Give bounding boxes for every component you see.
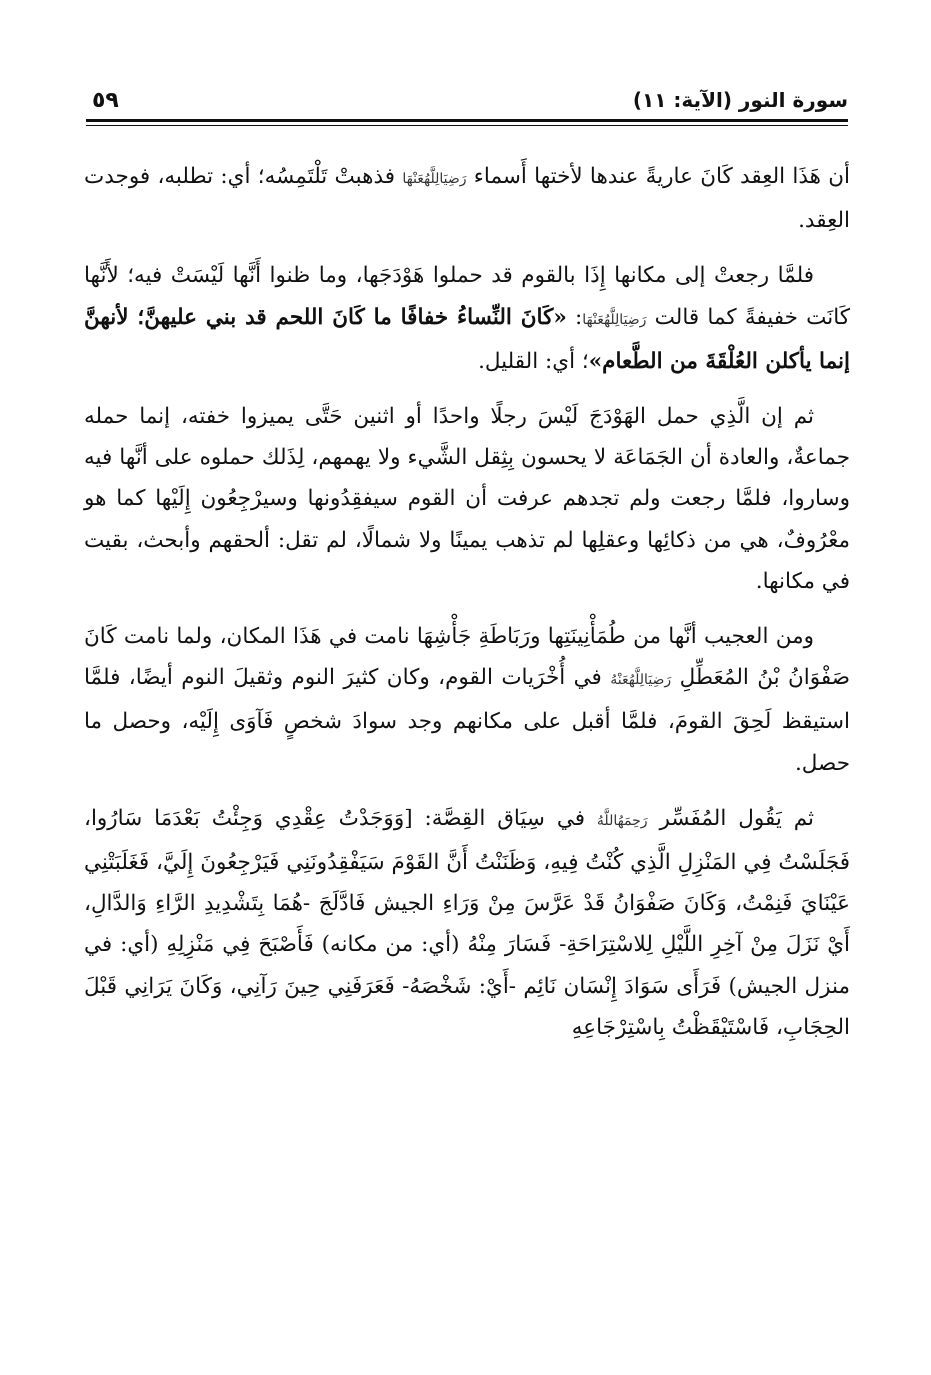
text-run: فذهبتْ تَلْتَمِسُه؛ أي: تطلبه، فوجدت العِقد. [84,164,850,234]
header-rule-thin [86,125,848,126]
text-run: ؛ أي: القليل. [478,348,589,374]
text-run: ثم إن الَّذِي حمل الهَوْدَجَ لَيْسَ رجلًا واحدًا أو اثنين حَتَّى يميزوا خفته، إنما حمله جماعةٌ، والعادة أن الجَمَاعَة لا يحسون بِثِقل الشَّيء ولا يهمهم، لِذَلك حملوه على أنَّها فيه وساروا، فلمَّا رجعت ولم تجدهم عرفت أن القوم سيفقِدُونها وسيرْجِعُون إِلَيْها كما هو معْرُوفٌ، هي من ذكائِها وعقلِها لم تذهب يمينًا ولا شمالًا، لم تقل: ألحقهم وأبحث، بقيت في مكانها. [84,404,850,594]
honorific-phrase: رَضِيَالِلَّهُعَنْهَا [582,311,647,328]
text-run: ومن العجيب أنَّها من طُمَأْنِينَتِها ورَبَاطَةِ جَأْشِهَا نامت في هَذَا المكان، ولما نامت كَانَ صَفْوَانُ بْنُ المُعَطِّلِ [84,624,850,691]
text-run: أن هَذَا العِقد كَانَ عاريةً عندها لأختها أَسماء [466,164,850,189]
honorific-phrase: رَحِمَهُاللَّهُ [596,812,648,829]
page-number: ٥٩ [92,88,119,113]
paragraph [84,255,850,382]
paragraph [84,616,850,784]
honorific-phrase: رَضِيَالِلَّهُعَنْهُ [610,672,672,689]
text-run: في أُخْرَيات القوم، وكان كثيرَ النوم وثقيلَ النوم أيضًا، فلمَّا استيقظ لَحِقَ القومَ، فلمَّا أقبل على مكانهم وجد سوادَ شخصٍ فَآوَى إِلَيْه، وحصل ما حصل. [84,665,850,776]
page-header [86,82,848,122]
body-text [84,156,850,1062]
paragraph [84,396,850,602]
running-header-title: سورة النور (الآية: ١١) [632,88,848,112]
header-rule-thick [86,119,848,122]
text-run: في سِيَاق القِصَّة: [وَوَجَدْتُ عِقْدِي وَجِئْتُ بَعْدَمَا سَارُوا، فَجَلَسْتُ فِي المَنْزِلِ الَّذِي كُنْتُ فِيهِ، وَظَنَنْتُ أَنَّ القَوْمَ سَيَفْقِدُونَنِي فَيَرْجِعُونَ إِلَيَّ، فَغَلَبَتْنِي عَيْنَايَ فَنِمْتُ، وَكَانَ صَفْوَانُ قَدْ عَرَّسَ مِنْ وَرَاءِ الجيش فَادَّلَجَ -هُمَا بِتَشْدِيدِ الرَّاءِ وَالدَّالِ، أَيْ نَزَلَ مِنْ آخِرِ اللَّيْلِ لِلاسْتِرَاحَةِ- فَسَارَ مِنْهُ (أي: من مكانه) فَأَصْبَحَ فِي مَنْزِلِهِ (أي: في منزل الجيش) فَرَأَى سَوَادَ إِنْسَان نَائِم -أَيْ: شَخْصَهُ- فَعَرَفَنِي حِينَ رَآنِي، وَكَانَ يَرَانِي قَبْلَ الحِجَابِ، فَاسْتَيْقَظْتُ بِاسْتِرْجَاعِهِ [84,805,850,1040]
paragraph [84,156,850,241]
text-run: فلمَّا رجعتْ إلى مكانها إِذَا بالقوم قد حملوا هَوْدَجَها، وما ظنوا أَنَّها لَيْسَتْ فيه؛ لأَنَّها كَانَت خفيفةً كما قالت [84,263,850,330]
honorific-phrase: رَضِيَالِلَّهُعَنْهَا [402,171,467,187]
text-run: ثم يَقُول المُفَسِّر [647,805,814,831]
paragraph [84,798,850,1048]
bold-quote: «كَانَ النِّساءُ خفافًا ما كَانَ اللحم قد بني عليهنَّ؛ لأنهنَّ إنما يأكلن العُلْقَةَ من الطَّعام» [84,304,850,374]
text-run: : [566,304,583,330]
